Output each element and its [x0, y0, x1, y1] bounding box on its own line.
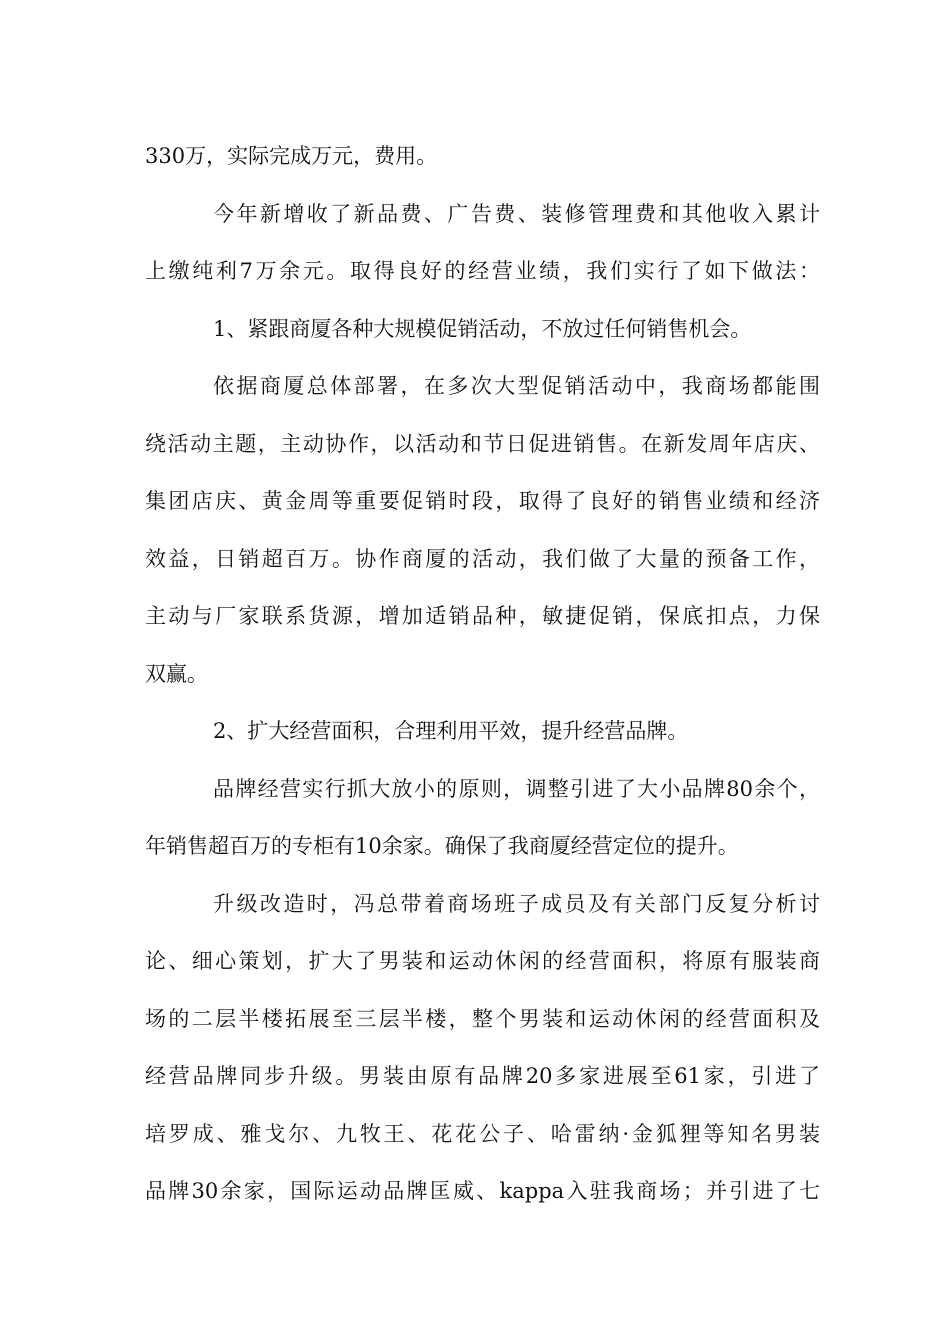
text-line: 年销售超百万的专柜有10余家。确保了我商厦经营定位的提升。: [145, 834, 739, 858]
text-line: 330万，实际完成万元，费用。: [145, 144, 438, 168]
text-line: 培罗成、雅戈尔、九牧王、花花公子、哈雷纳·金狐狸等知名男装: [145, 1121, 820, 1146]
text-line: 上缴纯利7万余元。取得良好的经营业绩，我们实行了如下做法：: [145, 259, 820, 283]
text-line: 升级改造时，冯总带着商场班子成员及有关部门反复分析讨: [213, 891, 820, 916]
text-line: 1、紧跟商厦各种大规模促销活动，不放过任何销售机会。: [213, 316, 752, 341]
text-line: 经营品牌同步升级。男装由原有品牌20多家进展至61家，引进了: [145, 1064, 820, 1088]
text-line: 集团店庆、黄金周等重要促销时段，取得了良好的销售业绩和经济: [145, 489, 820, 513]
text-line: 效益，日销超百万。协作商厦的活动，我们做了大量的预备工作，: [145, 546, 820, 571]
text-line: 绕活动主题，主动协作，以活动和节日促进销售。在新发周年店庆、: [145, 431, 820, 456]
text-line: 2、扩大经营面积，合理利用平效，提升经营品牌。: [213, 719, 689, 743]
text-line: 论、细心策划，扩大了男装和运动休闲的经营面积，将原有服装商: [145, 949, 820, 973]
text-line: 品牌30余家，国际运动品牌匡威、kappa入驻我商场；并引进了七: [145, 1179, 820, 1203]
text-line: 品牌经营实行抓大放小的原则，调整引进了大小品牌80余个，: [213, 776, 820, 801]
text-line: 今年新增收了新品费、广告费、装修管理费和其他收入累计: [213, 201, 820, 226]
document-body: [145, 128, 820, 1221]
text-line: 主动与厂家联系货源，增加适销品种，敏捷促销，保底扣点，力保: [145, 604, 820, 628]
text-line: 依据商厦总体部署，在多次大型促销活动中，我商场都能围: [213, 374, 820, 398]
text-line: 双赢。: [145, 661, 208, 686]
text-line: 场的二层半楼拓展至三层半楼，整个男装和运动休闲的经营面积及: [145, 1006, 820, 1031]
